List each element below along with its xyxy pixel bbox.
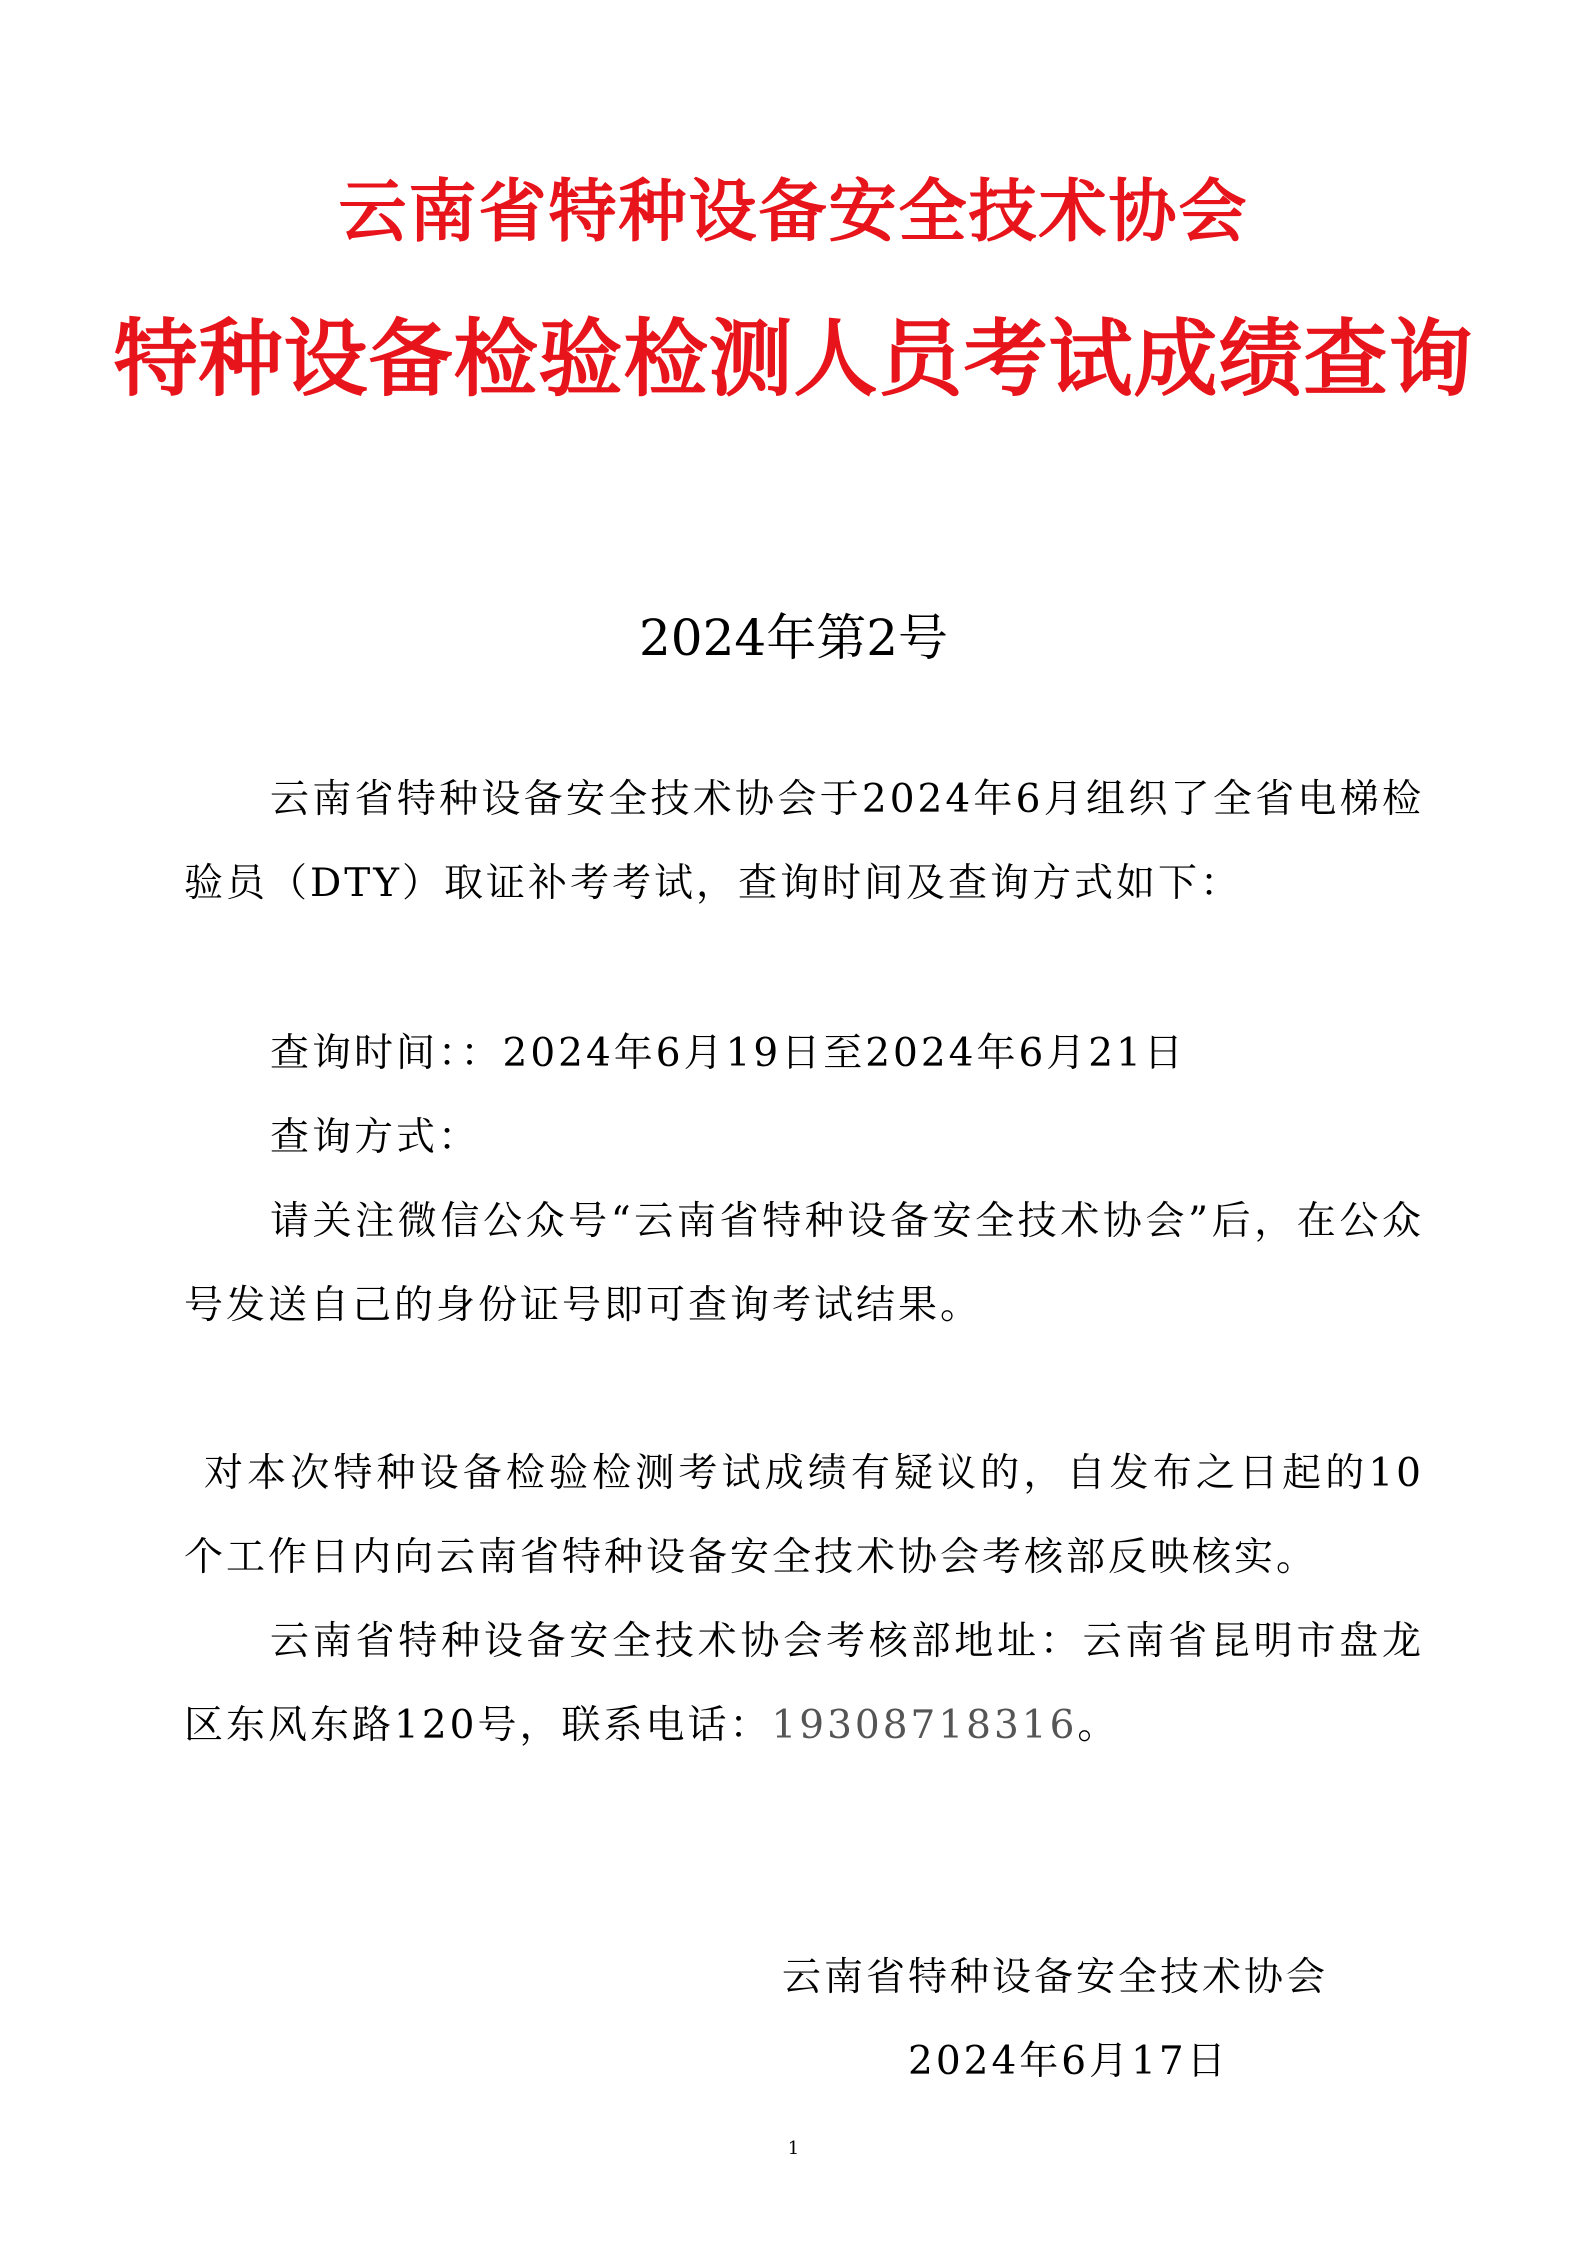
- page-number: 1: [787, 2138, 800, 2159]
- header-organization-title: 云南省特种设备安全技术协会: [338, 172, 1249, 252]
- query-time-line: 查询时间：：2024年6月19日至2024年6月21日: [270, 1031, 1186, 1076]
- document-number: 2024年第2号: [638, 609, 949, 667]
- objection-paragraph: 对本次特种设备检验检测考试成绩有疑议的，自发布之日起的10个工作日内向云南省特种设备安全技术协会考核部反映核实。: [184, 1451, 1424, 1580]
- intro-paragraph: 云南省特种设备安全技术协会于2024年6月组织了全省电梯检验员（DTY）取证补考考试，查询时间及查询方式如下：: [184, 777, 1424, 906]
- address-end: 。: [1077, 1703, 1120, 1748]
- signature-date: 2024年6月17日: [908, 2039, 1229, 2084]
- address-paragraph: [184, 1600, 1424, 1768]
- query-method-line: 查询方式：: [270, 1115, 481, 1160]
- signature-organization: 云南省特种设备安全技术协会: [782, 1955, 1329, 2000]
- header-document-title: 特种设备检验检测人员考试成绩查询: [113, 309, 1474, 408]
- wechat-instruction-paragraph: 请关注微信公众号“云南省特种设备安全技术协会”后，在公众号发送自己的身份证号即可查询考试结果。: [184, 1199, 1424, 1328]
- address-text: 云南省特种设备安全技术协会考核部地址：云南省昆明市盘龙区东风东路120号，联系电话：: [184, 1619, 1424, 1748]
- contact-phone: 19308718316: [771, 1703, 1078, 1748]
